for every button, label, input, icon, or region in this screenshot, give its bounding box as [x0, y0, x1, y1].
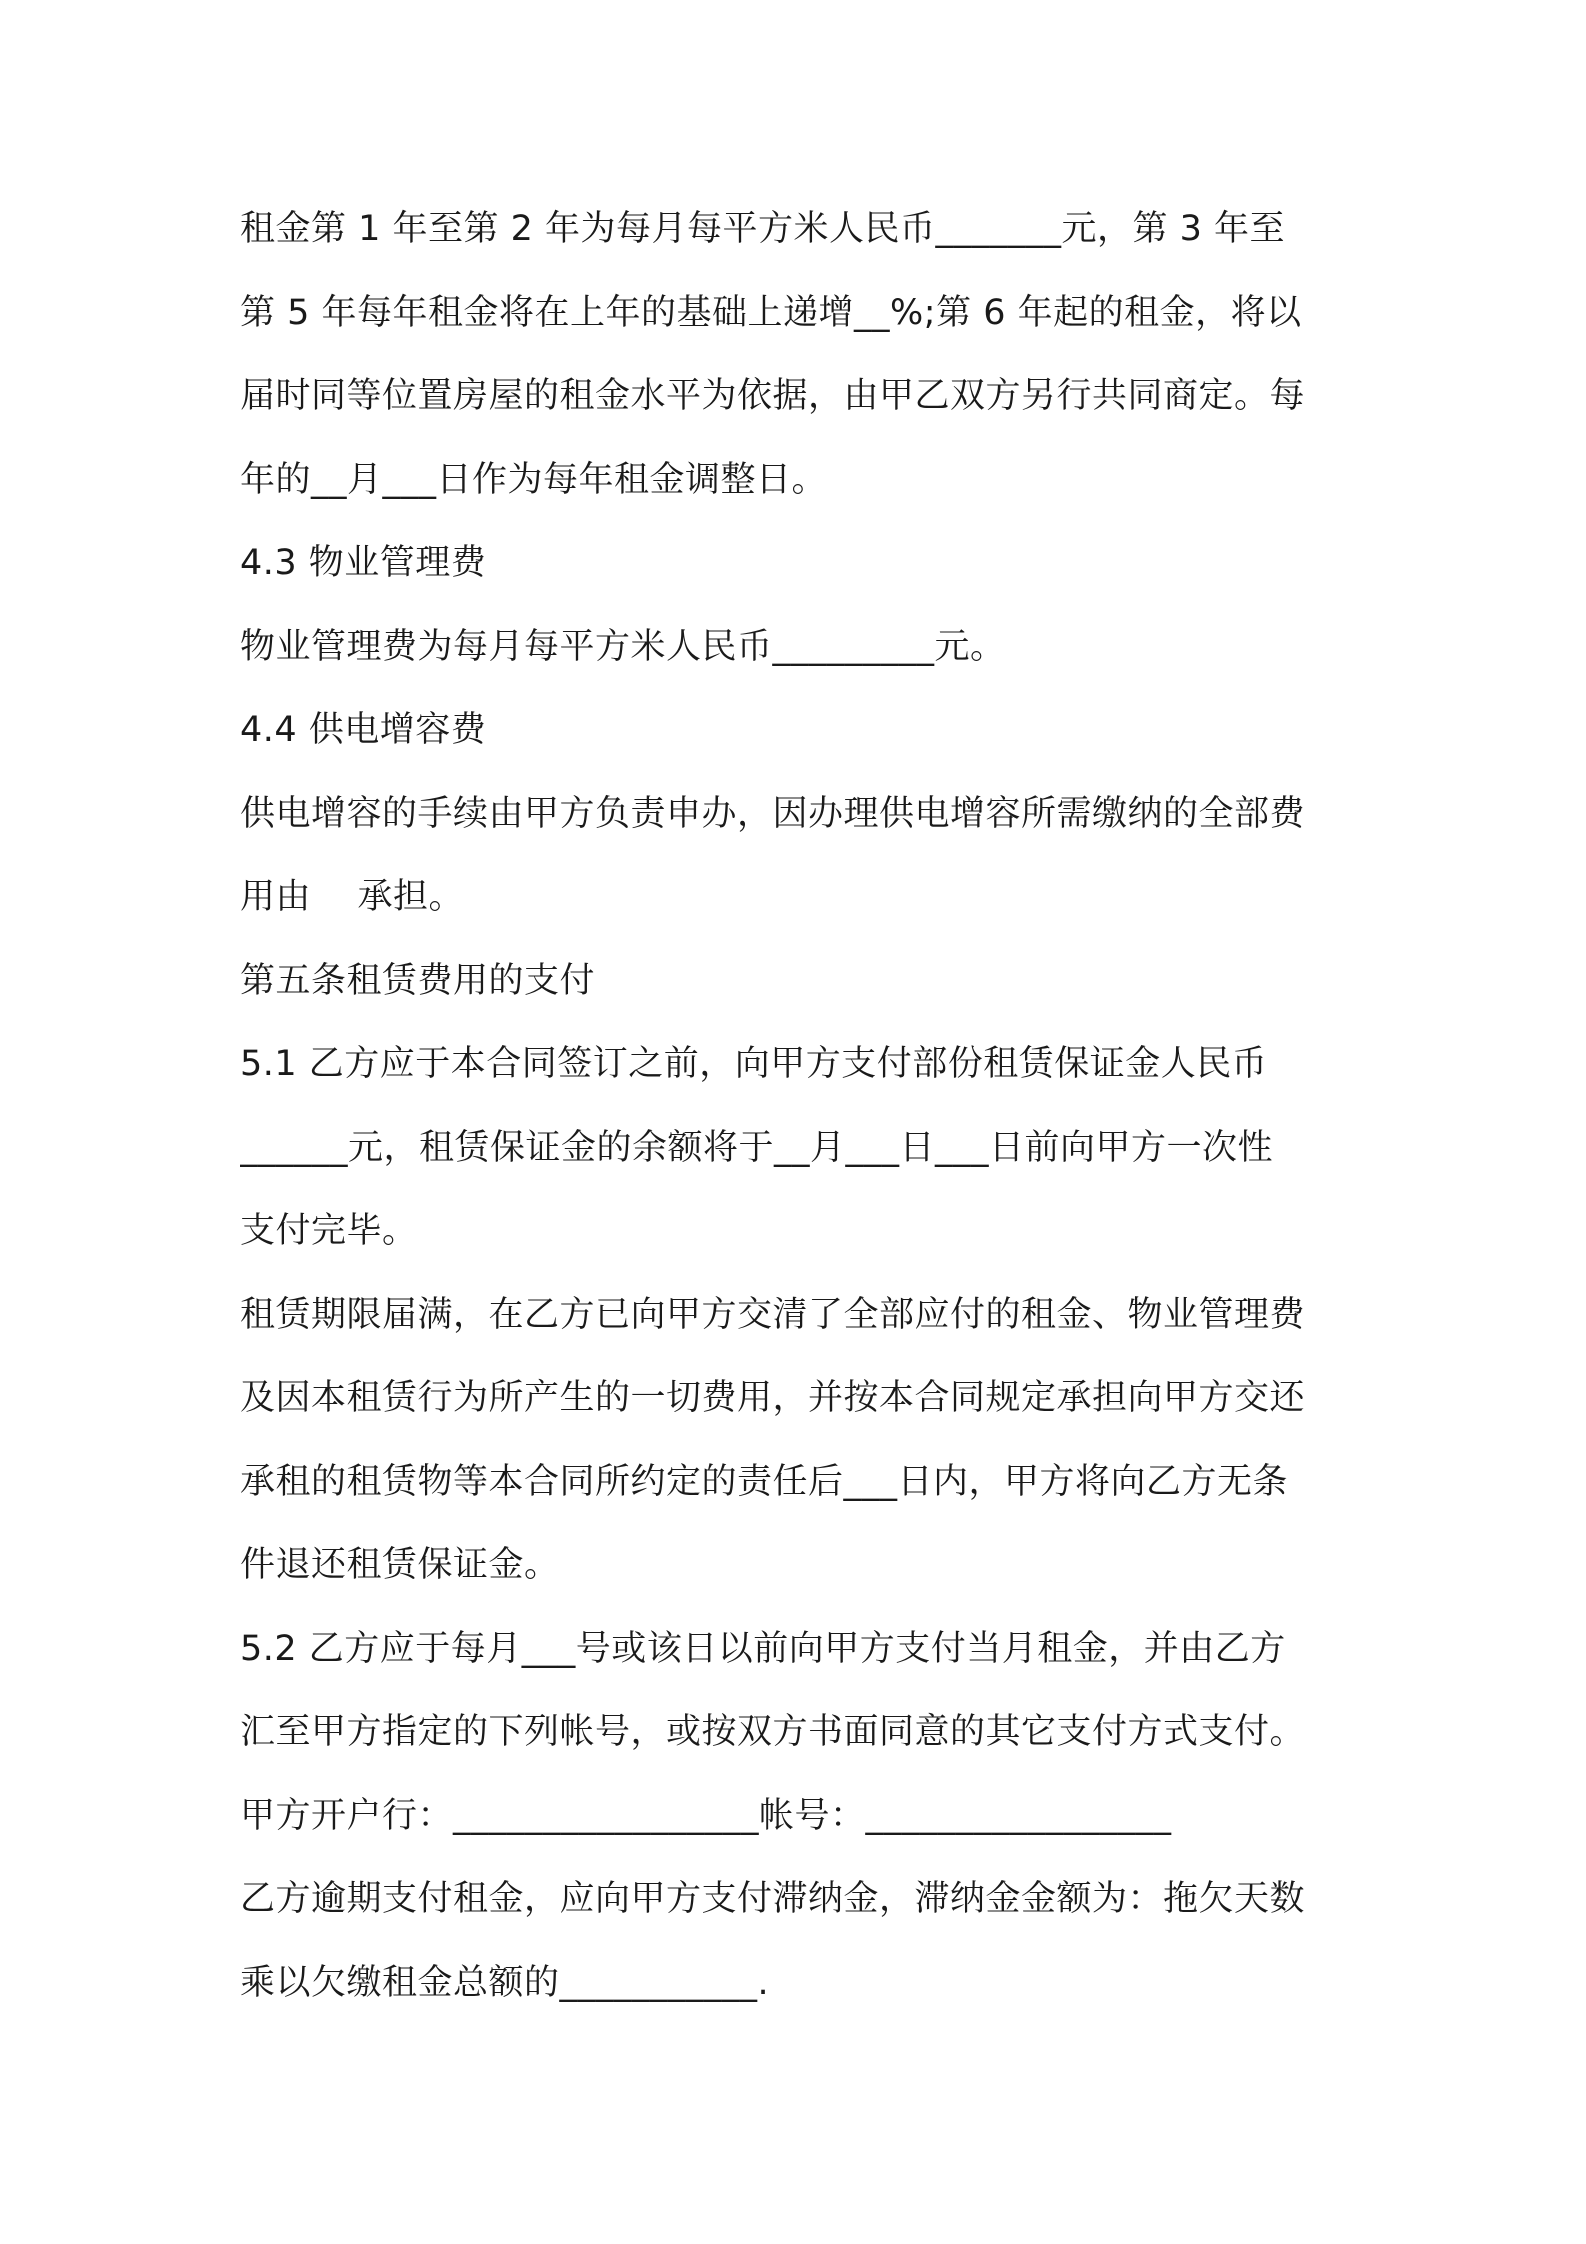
text-line: 年的__月___日作为每年租金调整日。 — [240, 459, 828, 500]
text-line: 用由 承担。 — [240, 877, 465, 917]
text-line: 汇至甲方指定的下列帐号，或按双方书面同意的其它支付方式支付。 — [240, 1712, 1306, 1752]
text-line: 租金第 1 年至第 2 年为每月每平方米人民币_______元，第 3 年至 — [240, 209, 1286, 249]
text-line: 租赁期限届满，在乙方已向甲方交清了全部应付的租金、物业管理费 — [240, 1294, 1306, 1335]
document-body — [240, 188, 1360, 2025]
text-line: 供电增容的手续由甲方负责申办，因办理供电增容所需缴纳的全部费 — [240, 793, 1306, 834]
text-line: 届时同等位置房屋的租金水平为依据，由甲乙双方另行共同商定。每 — [240, 376, 1306, 416]
text-line: 物业管理费为每月每平方米人民币_________元。 — [240, 626, 1006, 667]
text-line: 乙方逾期支付租金，应向甲方支付滞纳金，滞纳金金额为：拖欠天数 — [240, 1879, 1306, 1919]
bank-account-line: 甲方开户行：_________________帐号：_________________ — [240, 1795, 1172, 1836]
text-line: 件退还租赁保证金。 — [240, 1545, 560, 1585]
text-line: 5.2 乙方应于每月___号或该日以前向甲方支付当月租金，并由乙方 — [240, 1628, 1286, 1669]
text-line: 及因本租赁行为所产生的一切费用，并按本合同规定承担向甲方交还 — [240, 1378, 1306, 1418]
text-line: 承租的租赁物等本合同所约定的责任后___日内，甲方将向乙方无条 — [240, 1461, 1289, 1502]
text-line: 5.1 乙方应于本合同签订之前，向甲方支付部份租赁保证金人民币 — [240, 1044, 1268, 1084]
section-heading: 4.3 物业管理费 — [240, 543, 487, 583]
text-line: ______元，租赁保证金的余额将于__月___日___日前向甲方一次性 — [240, 1127, 1274, 1168]
text-line: 支付完毕。 — [240, 1211, 418, 1251]
text-line: 乘以欠缴租金总额的___________. — [240, 1962, 770, 2003]
text-line: 第 5 年每年租金将在上年的基础上递增__%;第 6 年起的租金，将以 — [240, 292, 1302, 333]
section-heading: 4.4 供电增容费 — [240, 710, 487, 750]
article-heading: 第五条租赁费用的支付 — [240, 960, 596, 1001]
